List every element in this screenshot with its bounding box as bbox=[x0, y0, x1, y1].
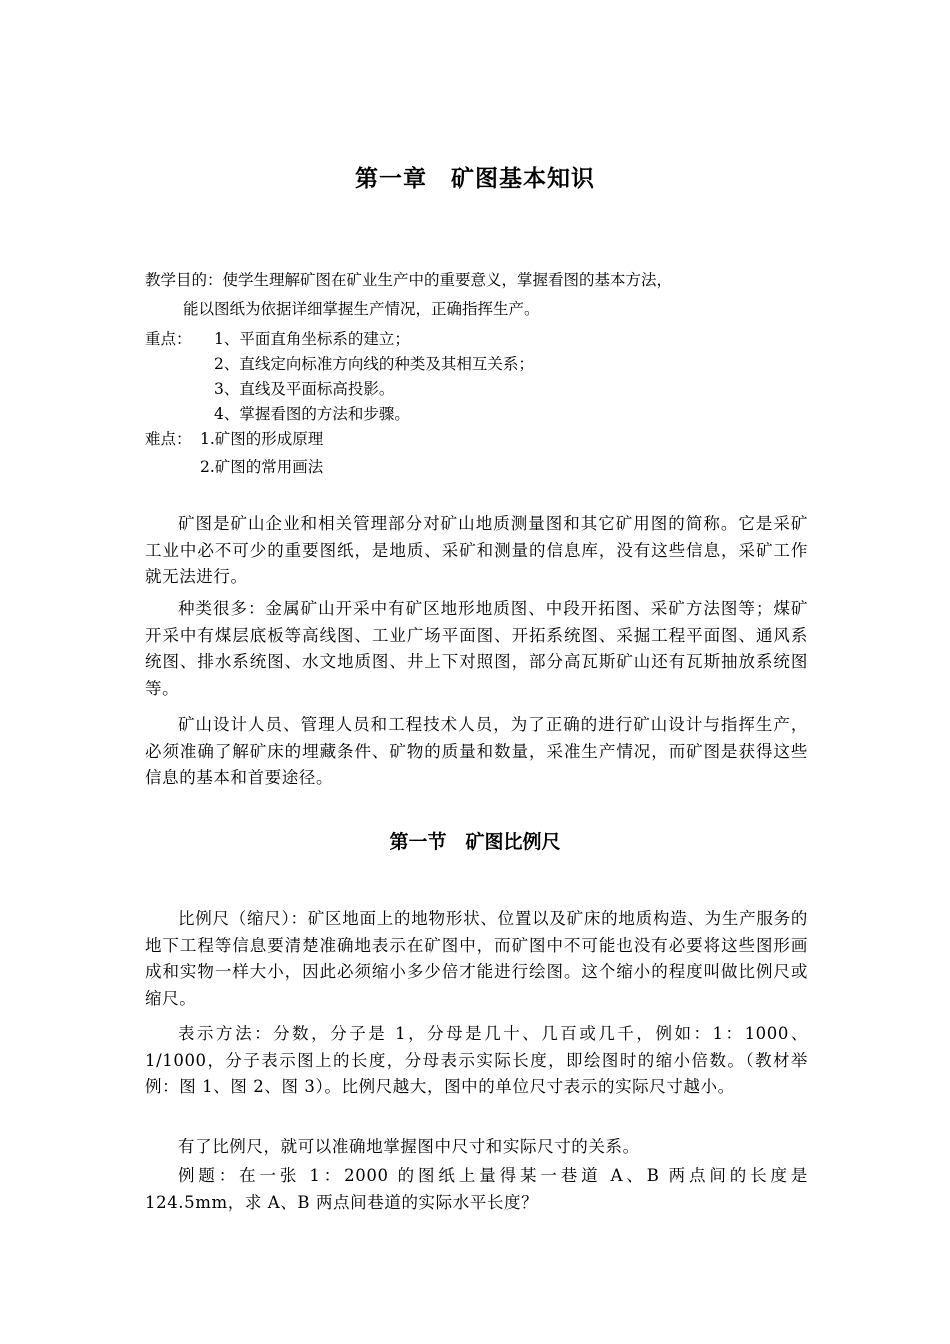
teaching-goal-line-1: 教学目的：使学生理解矿图在矿业生产中的重要意义，掌握看图的基本方法， bbox=[145, 271, 673, 289]
teaching-goal-line-2: 能以图纸为依据详细掌握生产情况，正确指挥生产。 bbox=[183, 300, 540, 318]
section-paragraph: 表示方法：分数，分子是 1，分母是几十、几百或几千，例如：1：1000、1/1000，分子表示图上的长度，分母表示实际长度，即绘图时的缩小倍数。（教材举例：图 1、图 2、图 3）。比例尺越大，图中的单位尺寸表示的实际尺寸越小。 bbox=[145, 1024, 808, 1096]
difficult-points-label: 难点： bbox=[145, 430, 192, 448]
section-paragraph: 比例尺（缩尺）：矿区地面上的地物形状、位置以及矿床的地质构造、为生产服务的地下工程等信息要清楚准确地表示在矿图中，而矿图中不可能也没有必要将这些图形画成和实物一样大小，因此必须缩小多少倍才能进行绘图。这个缩小的程度叫做比例尺或缩尺。 bbox=[145, 909, 808, 1008]
difficult-point-item: 1.矿图的形成原理 bbox=[200, 430, 324, 448]
section-paragraph: 例题：在一张 1：2000 的图纸上量得某一巷道 A、B 两点间的长度是 124.5mm，求 A、B 两点间巷道的实际水平长度？ bbox=[145, 1166, 808, 1212]
key-point-item: 3、直线及平面标高投影。 bbox=[214, 380, 395, 398]
section-paragraph: 有了比例尺，就可以准确地掌握图中尺寸和实际尺寸的关系。 bbox=[178, 1137, 640, 1156]
difficult-point-item: 2.矿图的常用画法 bbox=[200, 458, 324, 476]
intro-paragraph: 种类很多：金属矿山开采中有矿区地形地质图、中段开拓图、采矿方法图等；煤矿开采中有煤层底板等高线图、工业广场平面图、开拓系统图、采掘工程平面图、通风系统图、排水系统图、水文地质图、井上下对照图，部分高瓦斯矿山还有瓦斯抽放系统图等。 bbox=[145, 599, 808, 698]
key-points-label: 重点： bbox=[145, 330, 192, 348]
key-point-item: 2、直线定向标准方向线的种类及其相互关系； bbox=[214, 355, 534, 373]
section-title: 第一节 矿图比例尺 bbox=[389, 831, 561, 853]
intro-paragraph: 矿图是矿山企业和相关管理部分对矿山地质测量图和其它矿用图的简称。它是采矿工业中必不可少的重要图纸，是地质、采矿和测量的信息库，没有这些信息，采矿工作就无法进行。 bbox=[145, 514, 808, 586]
chapter-title: 第一章 矿图基本知识 bbox=[355, 166, 595, 192]
key-point-item: 4、掌握看图的方法和步骤。 bbox=[214, 405, 410, 423]
intro-paragraph: 矿山设计人员、管理人员和工程技术人员，为了正确的进行矿山设计与指挥生产，必须准确了解矿床的埋藏条件、矿物的质量和数量，采准生产情况，而矿图是获得这些信息的基本和首要途径。 bbox=[145, 715, 808, 787]
key-point-item: 1、平面直角坐标系的建立； bbox=[214, 330, 410, 348]
